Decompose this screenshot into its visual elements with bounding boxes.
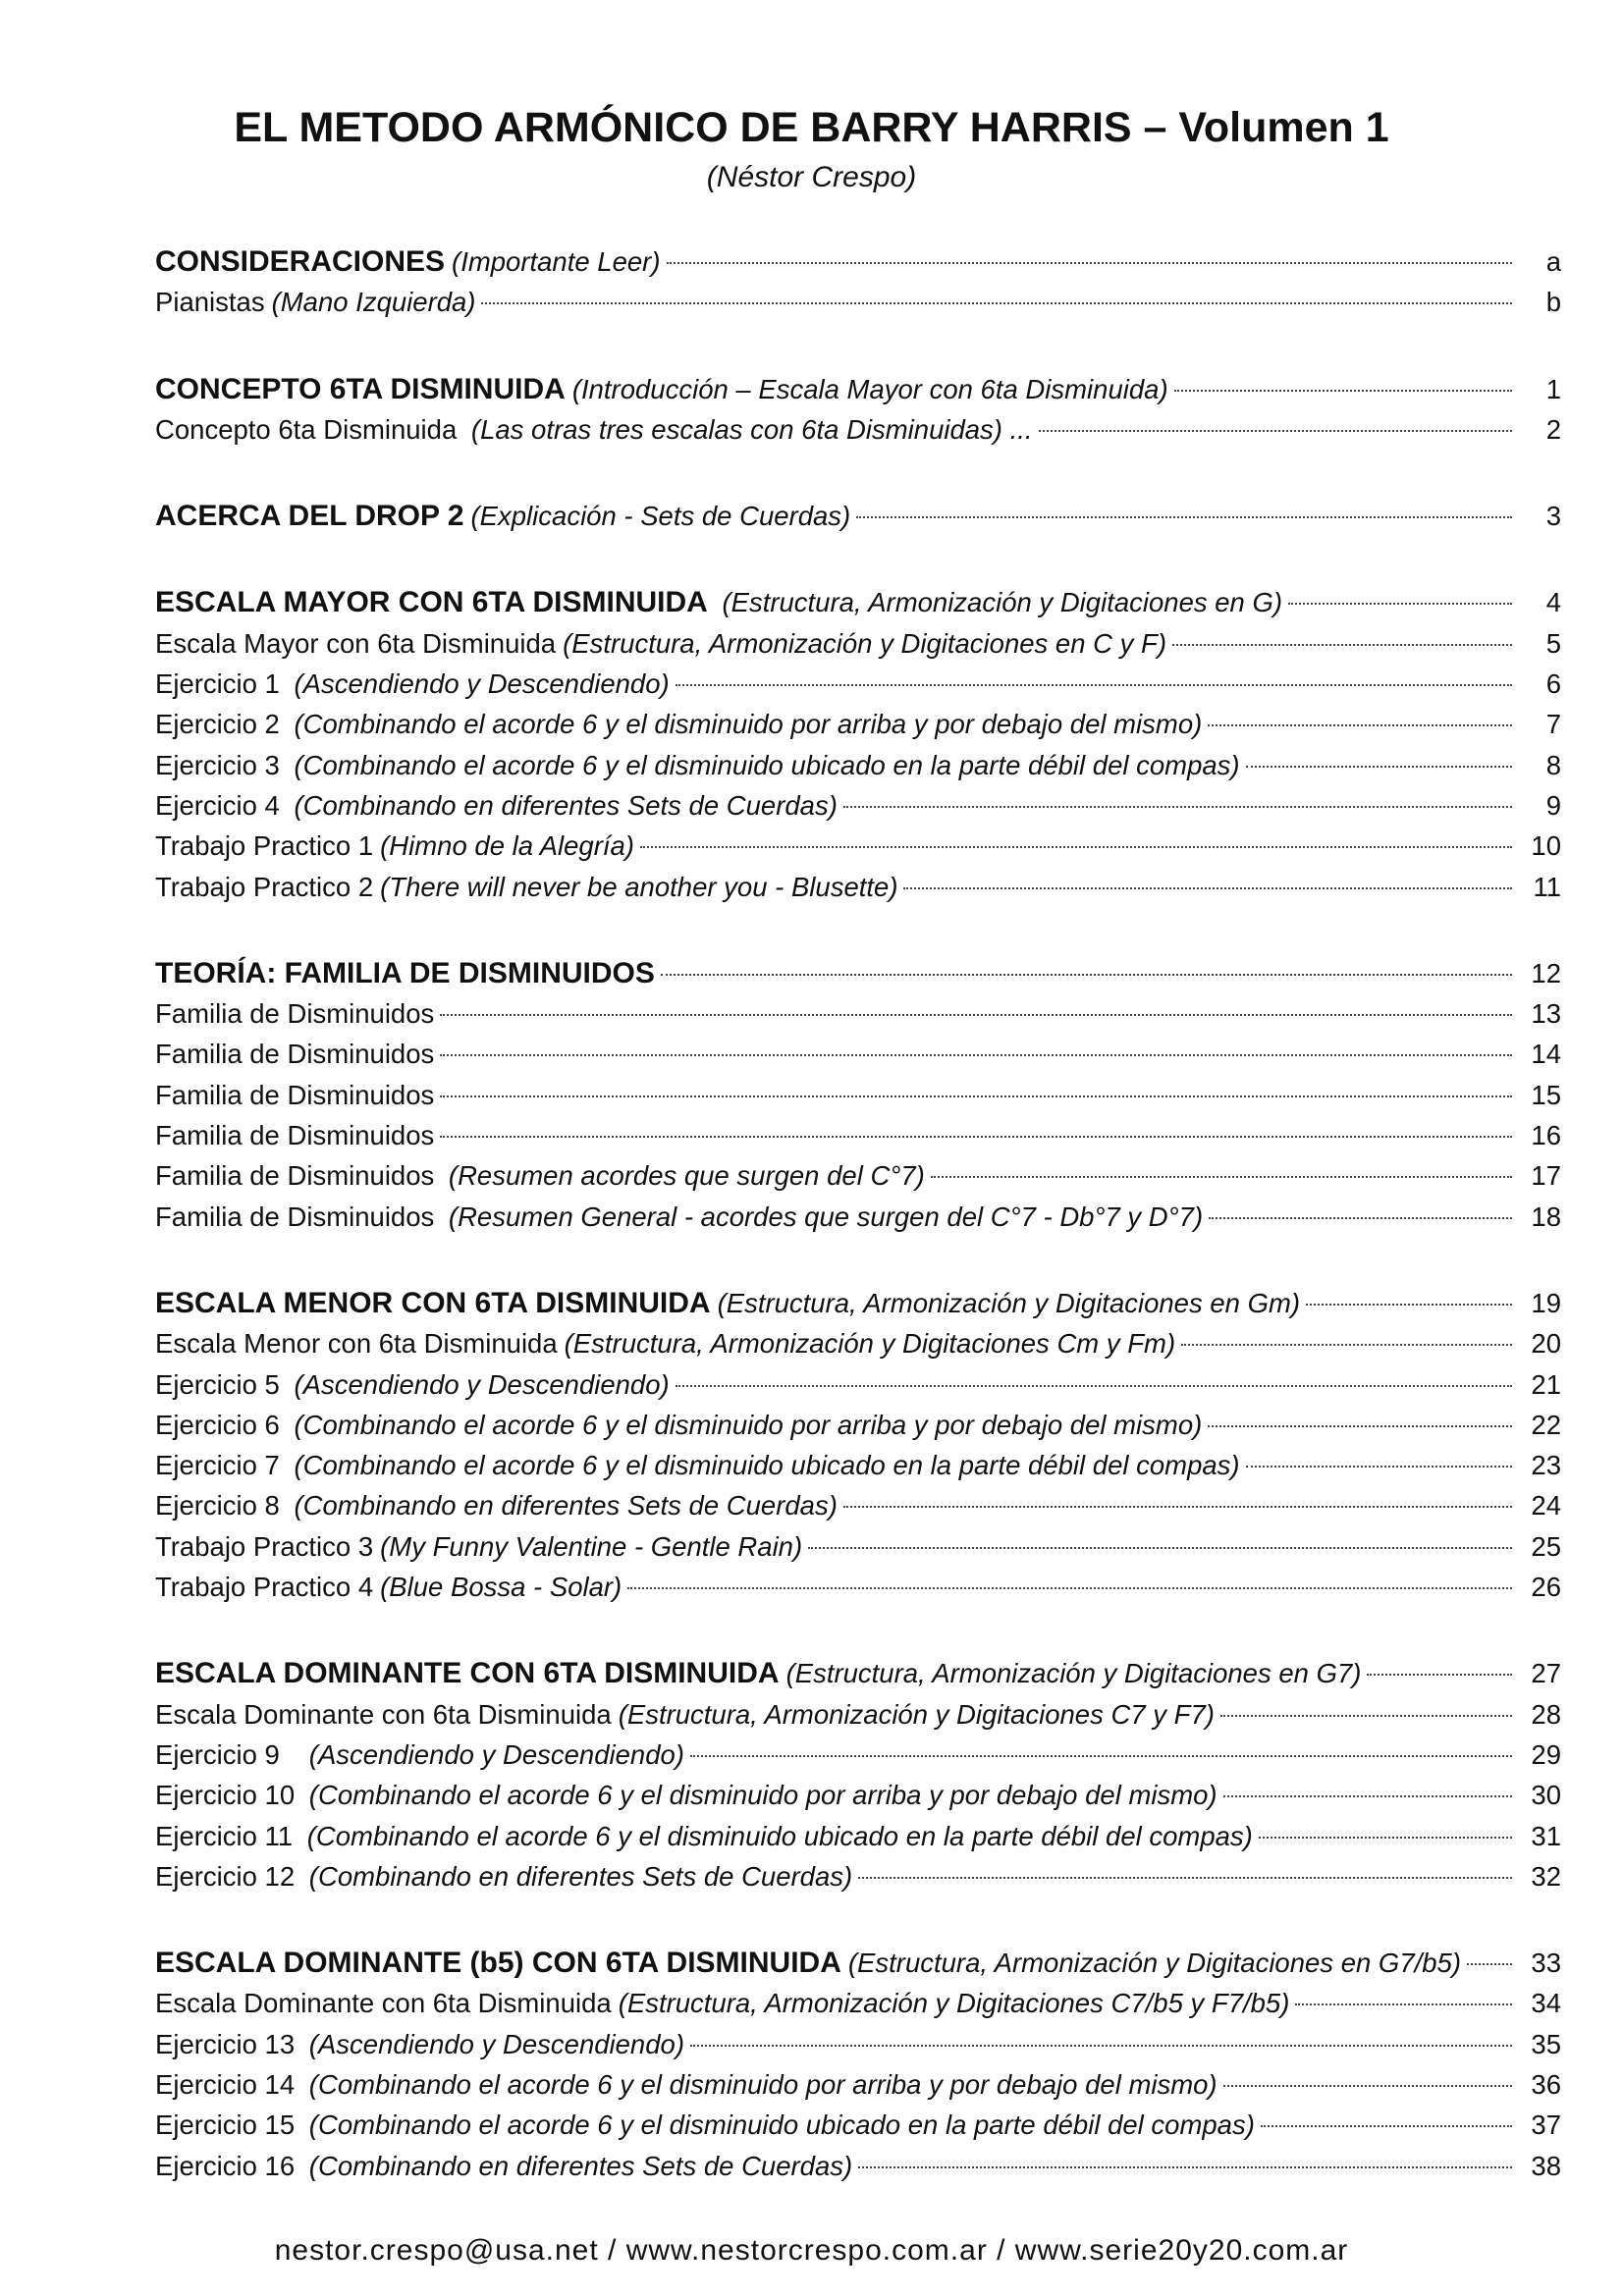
toc-entry-title: Trabajo Practico 3	[155, 1530, 374, 1562]
toc-entry-title: Ejercicio 12	[155, 1860, 296, 1892]
dot-leader	[1039, 430, 1512, 432]
dot-leader	[640, 846, 1512, 848]
toc-page-number: a	[1545, 246, 1561, 277]
toc-section-heading	[155, 1943, 1561, 1983]
toc-entry-title: ESCALA DOMINANTE CON 6TA DISMINUIDA	[155, 1657, 780, 1690]
toc-page-number: 23	[1531, 1450, 1561, 1481]
toc-entry-title: Ejercicio 7	[155, 1450, 280, 1481]
toc-entry-label	[155, 1075, 434, 1115]
toc-entry-label	[155, 826, 634, 866]
toc-entry-label	[155, 1034, 434, 1074]
toc-entry-note: (Combinando el acorde 6 y el disminuido ubicado en la parte débil del compas)	[301, 2109, 1255, 2141]
toc-entry-title: Ejercicio 5	[155, 1368, 280, 1400]
toc-entry-note: (Combinando el acorde 6 y el disminuido ubicado en la parte débil del compas)	[286, 749, 1240, 780]
toc-entry-label	[155, 1323, 1175, 1363]
toc-entry-title: Ejercicio 15	[155, 2109, 296, 2141]
toc-page-number: 37	[1531, 2109, 1561, 2141]
toc-entry-label	[155, 1943, 1461, 1983]
toc-entry-note: (Combinando el acorde 6 y el disminuido por arriba y por debajo del mismo)	[301, 1780, 1217, 1811]
dot-leader	[931, 1176, 1512, 1178]
toc-entry-note: (Estructura, Armonización y Digitaciones Cm y Fm)	[564, 1328, 1176, 1360]
toc-section-heading	[155, 582, 1561, 622]
toc-entry-title: Familia de Disminuidos	[155, 998, 435, 1030]
dot-leader	[1223, 1795, 1512, 1797]
toc-entry-title: Escala Mayor con 6ta Disminuida	[155, 627, 557, 659]
toc-entry	[155, 1856, 1561, 1896]
dot-leader	[1208, 1425, 1512, 1427]
toc-page-number: 24	[1531, 1490, 1561, 1522]
dot-leader	[690, 2045, 1512, 2047]
toc-entry-label	[155, 953, 655, 993]
toc-page-number: 11	[1533, 871, 1561, 902]
toc-entry	[155, 664, 1561, 704]
toc-entry-label	[155, 2064, 1217, 2105]
dot-leader	[676, 1385, 1512, 1387]
toc-entry-note: (Combinando el acorde 6 y el disminuido ubicado en la parte débil del compas)	[299, 1820, 1253, 1851]
toc-section	[155, 1943, 1561, 2186]
toc-entry-label	[155, 1983, 1289, 2023]
toc-entry-label	[155, 282, 475, 322]
toc-entry	[155, 1405, 1561, 1445]
toc-page-number: 9	[1545, 789, 1561, 821]
toc-entry-label	[155, 582, 1282, 622]
toc-entry-title: Escala Menor con 6ta Disminuida	[155, 1328, 558, 1360]
toc-page-number: 21	[1531, 1368, 1561, 1400]
dot-leader	[440, 1095, 1512, 1097]
toc-entry	[155, 1197, 1561, 1237]
toc-entry	[155, 826, 1561, 866]
toc-entry-note: (Combinando en diferentes Sets de Cuerdas)	[301, 2150, 853, 2181]
toc-entry-note: (Combinando el acorde 6 y el disminuido por arriba y por debajo del mismo)	[286, 1409, 1203, 1440]
dot-leader	[1367, 1674, 1512, 1676]
dot-leader	[440, 1136, 1512, 1138]
toc-page-number: 25	[1531, 1530, 1561, 1562]
toc-entry	[155, 409, 1561, 450]
toc-entry-note: (Estructura, Armonización y Digitaciones C7 y F7)	[618, 1698, 1215, 1730]
toc-entry-note: (Combinando en diferentes Sets de Cuerdas)	[301, 1860, 853, 1892]
toc-entry-label	[155, 1283, 1300, 1323]
toc-entry-title: ESCALA MENOR CON 6TA DISMINUIDA	[155, 1286, 711, 1319]
toc-page-number: 2	[1545, 413, 1561, 445]
toc-entry-label	[155, 664, 670, 704]
dot-leader	[858, 2166, 1512, 2168]
author-name: (Néstor Crespo)	[706, 161, 917, 193]
toc-entry	[155, 2024, 1561, 2064]
toc-entry-note: (Combinando el acorde 6 y el disminuido ubicado en la parte débil del compas)	[286, 1450, 1240, 1481]
dot-leader	[1223, 2085, 1512, 2087]
toc-entry-label	[155, 409, 1033, 450]
toc-entry	[155, 282, 1561, 322]
toc-entry-note: (Ascendiendo y Descendiendo)	[286, 1738, 684, 1770]
toc-entry-label	[155, 1526, 802, 1567]
toc-entry	[155, 785, 1561, 826]
toc-section	[155, 953, 1561, 1237]
dot-leader	[1172, 644, 1512, 646]
toc-entry-note: (Estructura, Armonización y Digitaciones en G7)	[785, 1658, 1362, 1689]
toc-entry-title: Ejercicio 11	[155, 1820, 294, 1851]
toc-entry-label	[155, 1197, 1203, 1237]
toc-page-number: 7	[1545, 709, 1561, 740]
dot-leader	[661, 974, 1512, 976]
toc-entry-note: (Estructura, Armonización y Digitaciones C7/b5 y F7/b5)	[618, 1988, 1290, 2019]
toc-entry	[155, 993, 1561, 1034]
toc-page-number: 15	[1531, 1079, 1561, 1110]
toc-entry-title: ACERCA DEL DROP 2	[155, 500, 464, 533]
toc-entry-title: Familia de Disminuidos	[155, 1160, 435, 1192]
toc-entry	[155, 1364, 1561, 1405]
toc-entry-title: Concepto 6ta Disminuida	[155, 413, 458, 445]
toc-entry	[155, 1155, 1561, 1196]
toc-entry-title: Ejercicio 14	[155, 2068, 296, 2100]
toc-entry-note: (Estructura, Armonización y Digitaciones en Gm)	[717, 1287, 1301, 1318]
toc-page-number: 36	[1531, 2068, 1561, 2100]
toc-entry	[155, 623, 1561, 664]
toc-entry-note: (There will never be another you - Blusette)	[380, 871, 898, 902]
toc-entry-note: (Las otras tres escalas con 6ta Disminuidas) ...	[463, 413, 1033, 445]
page-title: EL METODO ARMÓNICO DE BARRY HARRIS – Volumen 1	[234, 104, 1389, 151]
toc-section	[155, 369, 1561, 451]
toc-entry-title: Familia de Disminuidos	[155, 1039, 435, 1070]
toc-page-number: 1	[1545, 373, 1561, 404]
toc-entry	[155, 704, 1561, 744]
toc-entry-title: Escala Dominante con 6ta Disminuida	[155, 1988, 612, 2019]
dot-leader	[808, 1547, 1512, 1549]
toc-entry-label	[155, 745, 1240, 785]
dot-leader	[858, 1877, 1512, 1879]
dot-leader	[1208, 724, 1512, 726]
toc-entry-label	[155, 1653, 1361, 1693]
toc-entry-label	[155, 1485, 838, 1525]
toc-page-number: 17	[1531, 1160, 1561, 1192]
toc-entry	[155, 2146, 1561, 2186]
toc-entry-title: Ejercicio 10	[155, 1780, 296, 1811]
toc-entry-note: (Estructura, Armonización y Digitaciones en G)	[714, 587, 1283, 618]
toc-section-heading	[155, 1283, 1561, 1323]
toc-entry-title: Ejercicio 8	[155, 1490, 280, 1522]
toc-entry-label	[155, 1694, 1215, 1735]
toc-entry-label	[155, 2146, 852, 2186]
toc-page-number: 10	[1531, 830, 1561, 862]
toc-entry	[155, 1567, 1561, 1607]
toc-section	[155, 241, 1561, 323]
toc-entry-title: Ejercicio 16	[155, 2150, 296, 2181]
toc-entry-label	[155, 2024, 684, 2064]
toc-entry-title: Ejercicio 9	[155, 1738, 280, 1770]
toc-entry-label	[155, 1364, 670, 1405]
toc-entry	[155, 1075, 1561, 1115]
dot-leader	[1288, 603, 1512, 605]
toc-page-number: 12	[1531, 957, 1561, 988]
toc-section-heading	[155, 369, 1561, 409]
toc-entry-note: (Introducción – Escala Mayor con 6ta Disminuida)	[571, 373, 1168, 404]
toc-page-number: 30	[1531, 1780, 1561, 1811]
toc-section-heading	[155, 1653, 1561, 1693]
toc-entry-title: CONSIDERACIONES	[155, 245, 446, 278]
dot-leader	[903, 887, 1512, 889]
dot-leader	[1220, 1715, 1512, 1717]
toc-page-number: 8	[1545, 749, 1561, 780]
toc-entry-title: TEORÍA: FAMILIA DE DISMINUIDOS	[155, 956, 655, 989]
toc-page-number: 13	[1531, 998, 1561, 1030]
toc-entry	[155, 867, 1561, 907]
toc-page-number: 3	[1545, 501, 1561, 532]
toc-entry-title: Trabajo Practico 1	[155, 830, 374, 862]
toc-entry-note: (Resumen acordes que surgen del C°7)	[441, 1160, 925, 1192]
toc-entry-label	[155, 1445, 1240, 1485]
toc-entry	[155, 1775, 1561, 1815]
toc-entry-title: Familia de Disminuidos	[155, 1120, 435, 1151]
toc-entry	[155, 1816, 1561, 1856]
toc-entry	[155, 745, 1561, 785]
toc-entry	[155, 2105, 1561, 2145]
toc-entry-note: (Combinando el acorde 6 y el disminuido por arriba y por debajo del mismo)	[301, 2068, 1217, 2100]
toc-section-heading	[155, 953, 1561, 993]
toc-entry-note: (My Funny Valentine - Gentle Rain)	[380, 1530, 803, 1562]
toc-entry	[155, 1735, 1561, 1775]
toc-entry-label	[155, 785, 838, 826]
toc-page-number: 5	[1545, 627, 1561, 659]
toc-entry-label	[155, 1155, 925, 1196]
toc-entry-title: Escala Dominante con 6ta Disminuida	[155, 1698, 612, 1730]
toc-entry-label	[155, 2105, 1255, 2145]
dot-leader	[481, 302, 1512, 304]
toc-page-number: 19	[1531, 1287, 1561, 1318]
toc-section	[155, 1653, 1561, 1896]
toc-section-heading	[155, 241, 1561, 282]
dot-leader	[676, 684, 1512, 686]
toc-entry-label	[155, 1405, 1202, 1445]
toc-entry-note: (Explicación - Sets de Cuerdas)	[470, 501, 851, 532]
toc-entry-label	[155, 867, 897, 907]
toc-page-number: 26	[1531, 1572, 1561, 1603]
toc-entry	[155, 1526, 1561, 1567]
toc-entry	[155, 1445, 1561, 1485]
toc-page-number: 6	[1545, 668, 1561, 700]
toc-entry-label	[155, 1775, 1217, 1815]
toc-section	[155, 1283, 1561, 1607]
toc-entry-note: (Importante Leer)	[452, 246, 661, 277]
dot-leader	[1295, 2003, 1512, 2005]
toc-page-number: 22	[1531, 1409, 1561, 1440]
toc-entry-title: Trabajo Practico 4	[155, 1572, 374, 1603]
toc-entry-title: ESCALA MAYOR CON 6TA DISMINUIDA	[155, 586, 708, 619]
dot-leader	[1306, 1304, 1512, 1306]
toc-entry	[155, 1694, 1561, 1735]
toc-page-number: 32	[1531, 1860, 1561, 1892]
dot-leader	[667, 262, 1512, 264]
toc-entry-title: Ejercicio 1	[155, 668, 280, 700]
dot-leader	[856, 516, 1512, 518]
toc-entry-label	[155, 496, 850, 536]
toc-page-number: 16	[1531, 1120, 1561, 1151]
toc-page-number: 4	[1545, 587, 1561, 618]
toc-entry-note: (Resumen General - acordes que surgen del C°7 - Db°7 y D°7)	[441, 1201, 1204, 1232]
toc-entry-title: Ejercicio 3	[155, 749, 280, 780]
toc-entry-note: (Combinando en diferentes Sets de Cuerdas)	[286, 1490, 838, 1522]
toc-entry-title: ESCALA DOMINANTE (b5) CON 6TA DISMINUIDA	[155, 1947, 841, 1980]
toc-entry-note: (Blue Bossa - Solar)	[380, 1572, 622, 1603]
toc-page-number: 29	[1531, 1738, 1561, 1770]
toc-entry-title: Pianistas	[155, 287, 265, 318]
dot-leader	[1467, 1963, 1512, 1965]
toc-page-number: 20	[1531, 1328, 1561, 1360]
dot-leader	[1259, 1837, 1512, 1839]
toc-page-number: 18	[1531, 1201, 1561, 1232]
toc-page-number: 33	[1531, 1948, 1561, 1979]
toc-entry-label	[155, 704, 1202, 744]
toc-page-number: b	[1545, 287, 1561, 318]
dot-leader	[1246, 1466, 1512, 1468]
toc-entry-note: (Estructura, Armonización y Digitaciones en C y F)	[563, 627, 1166, 659]
toc-entry	[155, 1485, 1561, 1525]
toc-entry-note: (Combinando el acorde 6 y el disminuido por arriba y por debajo del mismo)	[286, 709, 1203, 740]
toc-page-number: 14	[1531, 1039, 1561, 1070]
dot-leader	[627, 1587, 1512, 1589]
toc-entry-label	[155, 993, 434, 1034]
toc-section-heading	[155, 496, 1561, 536]
toc-entry-note: (Ascendiendo y Descendiendo)	[286, 668, 670, 700]
toc-entry	[155, 1115, 1561, 1155]
dot-leader	[1261, 2125, 1512, 2127]
toc-entry-label	[155, 1115, 434, 1155]
toc-page-number: 38	[1531, 2150, 1561, 2181]
toc-entry-title: Ejercicio 4	[155, 789, 280, 821]
toc-section	[155, 496, 1561, 536]
toc-entry	[155, 1983, 1561, 2023]
dot-leader	[1174, 390, 1512, 392]
dot-leader	[440, 1054, 1512, 1056]
toc-entry-label	[155, 1856, 852, 1896]
toc-entry	[155, 1323, 1561, 1363]
toc-entry-title: Ejercicio 13	[155, 2028, 296, 2059]
toc-entry-label	[155, 1567, 622, 1607]
table-of-contents	[155, 241, 1561, 2186]
toc-page-number: 35	[1531, 2028, 1561, 2059]
toc-entry-note: (Mano Izquierda)	[271, 287, 476, 318]
toc-entry	[155, 1034, 1561, 1074]
toc-entry-label	[155, 1816, 1253, 1856]
toc-entry-note: (Estructura, Armonización y Digitaciones en G7/b5)	[847, 1948, 1461, 1979]
toc-entry-label	[155, 1735, 684, 1775]
toc-entry-label	[155, 241, 661, 282]
dot-leader	[1181, 1344, 1512, 1346]
toc-section	[155, 582, 1561, 906]
toc-entry	[155, 2064, 1561, 2105]
dot-leader	[690, 1755, 1512, 1757]
toc-entry-note: (Ascendiendo y Descendiendo)	[301, 2028, 684, 2059]
toc-page-number: 27	[1531, 1658, 1561, 1689]
toc-entry-note: (Himno de la Alegría)	[380, 830, 634, 862]
toc-entry-note: (Combinando en diferentes Sets de Cuerdas)	[286, 789, 838, 821]
toc-entry-label	[155, 623, 1166, 664]
toc-page-number: 28	[1531, 1698, 1561, 1730]
toc-entry-title: Trabajo Practico 2	[155, 871, 374, 902]
toc-entry-label	[155, 369, 1168, 409]
dot-leader	[440, 1014, 1512, 1016]
dot-leader	[1209, 1217, 1512, 1219]
toc-page-number: 34	[1531, 1988, 1561, 2019]
dot-leader	[843, 1506, 1512, 1508]
toc-entry-title: CONCEPTO 6TA DISMINUIDA	[155, 372, 566, 405]
toc-entry-title: Ejercicio 6	[155, 1409, 280, 1440]
toc-page-number: 31	[1531, 1820, 1561, 1851]
toc-entry-title: Ejercicio 2	[155, 709, 280, 740]
toc-entry-title: Familia de Disminuidos	[155, 1201, 435, 1232]
dot-leader	[1246, 766, 1512, 768]
dot-leader	[843, 806, 1512, 808]
footer-contact: nestor.crespo@usa.net / www.nestorcrespo.com.ar / www.serie20y20.com.ar	[274, 2234, 1349, 2267]
toc-entry-note: (Ascendiendo y Descendiendo)	[286, 1368, 670, 1400]
toc-entry-title: Familia de Disminuidos	[155, 1079, 435, 1110]
